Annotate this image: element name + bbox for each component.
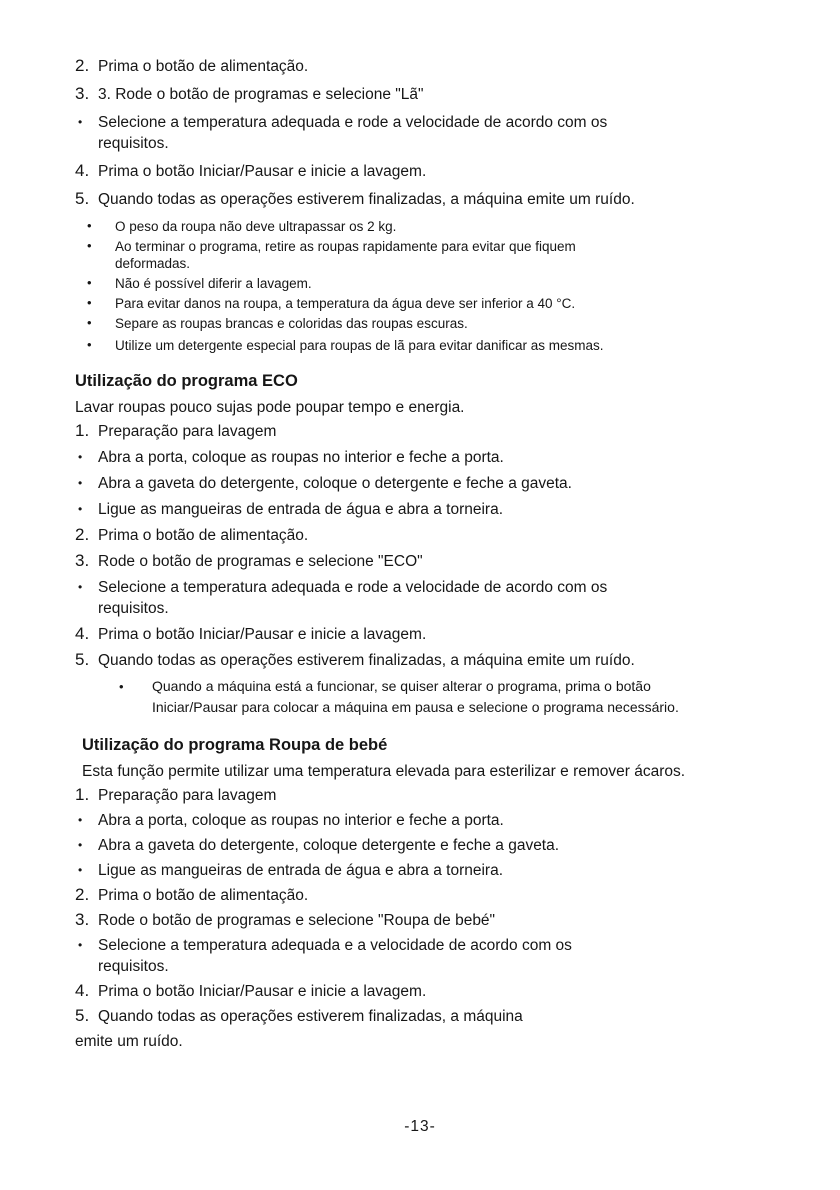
step-item: [75, 56, 737, 77]
bullet-item: [75, 860, 737, 881]
step-text: Rode o botão de programas e selecione "ECO": [98, 553, 423, 570]
step-item: [75, 785, 737, 806]
step-text: Prima o botão de alimentação.: [98, 58, 309, 75]
bullet-item: [75, 447, 737, 468]
sub-note-text: Quando a máquina está a funcionar, se quiser alterar o programa, prima o botão Iniciar/Pausar para colocar a máquina em pausa e selecione o programa necessário.: [152, 678, 679, 715]
bullet-text: Abra a gaveta do detergente, coloque o detergente e feche a gaveta.: [98, 475, 572, 492]
step-number: 2.: [75, 56, 90, 75]
section-baby: [75, 734, 737, 1052]
step-item: [75, 981, 737, 1002]
note-item: [75, 315, 737, 332]
step-text: Prima o botão Iniciar/Pausar e inicie a lavagem.: [98, 163, 427, 180]
page-content: [75, 56, 737, 1052]
note-text: Separe as roupas brancas e coloridas das roupas escuras.: [115, 316, 468, 331]
bullet-icon: •: [87, 238, 92, 253]
bullet-text: Selecione a temperatura adequada e rode a velocidade de acordo com os requisitos.: [98, 579, 608, 617]
bullet-item: [75, 577, 737, 619]
step-item: [75, 189, 737, 210]
note-item: [75, 295, 737, 312]
note-text: Ao terminar o programa, retire as roupas rapidamente para evitar que fiquem deformadas.: [115, 239, 576, 271]
bullet-text: Selecione a temperatura adequada e rode a velocidade de acordo com os requisitos.: [98, 114, 608, 152]
step-text: Quando todas as operações estiverem finalizadas, a máquina: [98, 1008, 523, 1025]
step-text: 3. Rode o botão de programas e selecione "Lã": [98, 86, 424, 103]
step-number: 4.: [75, 981, 90, 1000]
step-text: Prima o botão Iniciar/Pausar e inicie a lavagem.: [98, 626, 427, 643]
bullet-icon: •: [78, 476, 83, 490]
note-text: Para evitar danos na roupa, a temperatura da água deve ser inferior a 40 °C.: [115, 296, 576, 311]
bullet-text: Ligue as mangueiras de entrada de água e abra a torneira.: [98, 501, 504, 518]
bullet-text: Abra a gaveta do detergente, coloque detergente e feche a gaveta.: [98, 837, 560, 854]
bullet-icon: •: [87, 218, 92, 233]
step-text: Prima o botão de alimentação.: [98, 887, 309, 904]
step-number: 5.: [75, 650, 90, 669]
bullet-icon: •: [78, 580, 83, 594]
note-text: O peso da roupa não deve ultrapassar os 2 kg.: [115, 219, 397, 234]
step-number: 3.: [75, 84, 90, 103]
step-number: 1.: [75, 421, 90, 440]
step-number: 4.: [75, 161, 90, 180]
bullet-icon: •: [78, 450, 83, 464]
step-item: [75, 885, 737, 906]
note-item: [75, 218, 737, 235]
section-eco: [75, 370, 737, 718]
bullet-icon: •: [78, 115, 83, 129]
section-intro: Esta função permite utilizar uma temperatura elevada para esterilizar e remover ácaros.: [82, 763, 686, 780]
step-text: Quando todas as operações estiverem finalizadas, a máquina emite um ruído.: [98, 191, 635, 208]
step-item: [75, 910, 737, 931]
note-text: Não é possível diferir a lavagem.: [115, 276, 312, 291]
section-intro: Lavar roupas pouco sujas pode poupar tempo e energia.: [75, 399, 465, 416]
bullet-icon: •: [119, 679, 124, 694]
step-number: 1.: [75, 785, 90, 804]
notes-list: [75, 218, 737, 354]
step-text: Quando todas as operações estiverem finalizadas, a máquina emite um ruído.: [98, 652, 635, 669]
step-number: 3.: [75, 910, 90, 929]
bullet-icon: •: [87, 295, 92, 310]
section-wool: [75, 56, 737, 354]
bullet-icon: •: [87, 275, 92, 290]
step-number: 2.: [75, 525, 90, 544]
bullet-icon: •: [87, 337, 92, 352]
section-title-eco: Utilização do programa ECO: [75, 372, 298, 390]
page-number: -13-: [404, 1118, 436, 1135]
note-item: [75, 275, 737, 292]
sub-note-item: [75, 676, 737, 718]
step-text: Prima o botão Iniciar/Pausar e inicie a lavagem.: [98, 983, 427, 1000]
step-number: 5.: [75, 189, 90, 208]
bullet-item: [75, 810, 737, 831]
note-text: Utilize um detergente especial para roupas de lã para evitar danificar as mesmas.: [115, 338, 604, 353]
step-text: Preparação para lavagem: [98, 423, 277, 440]
bullet-icon: •: [78, 838, 83, 852]
step-continuation-text: emite um ruído.: [75, 1033, 183, 1050]
bullet-item: [75, 473, 737, 494]
step-text: Preparação para lavagem: [98, 787, 277, 804]
bullet-icon: •: [78, 938, 83, 952]
step-item: [75, 551, 737, 572]
note-item: [75, 337, 737, 354]
bullet-item: [75, 112, 737, 154]
step-item: [75, 624, 737, 645]
bullet-item: [75, 935, 737, 977]
step-number: 4.: [75, 624, 90, 643]
bullet-text: Selecione a temperatura adequada e a velocidade de acordo com os requisitos.: [98, 937, 572, 975]
note-item: [75, 238, 737, 272]
step-item: [75, 525, 737, 546]
bullet-icon: •: [87, 315, 92, 330]
step-item: [75, 421, 737, 442]
bullet-icon: •: [78, 813, 83, 827]
bullet-icon: •: [78, 502, 83, 516]
step-item: [75, 1006, 737, 1027]
bullet-text: Abra a porta, coloque as roupas no interior e feche a porta.: [98, 812, 504, 829]
bullet-item: [75, 499, 737, 520]
step-item: [75, 650, 737, 671]
step-text: Prima o botão de alimentação.: [98, 527, 309, 544]
step-number: 5.: [75, 1006, 90, 1025]
bullet-text: Abra a porta, coloque as roupas no interior e feche a porta.: [98, 449, 504, 466]
step-text: Rode o botão de programas e selecione "Roupa de bebé": [98, 912, 496, 929]
section-title-baby: Utilização do programa Roupa de bebé: [82, 736, 388, 754]
step-number: 3.: [75, 551, 90, 570]
bullet-text: Ligue as mangueiras de entrada de água e abra a torneira.: [98, 862, 504, 879]
step-item: [75, 161, 737, 182]
step-number: 2.: [75, 885, 90, 904]
step-item: [75, 84, 737, 105]
bullet-icon: •: [78, 863, 83, 877]
bullet-item: [75, 835, 737, 856]
